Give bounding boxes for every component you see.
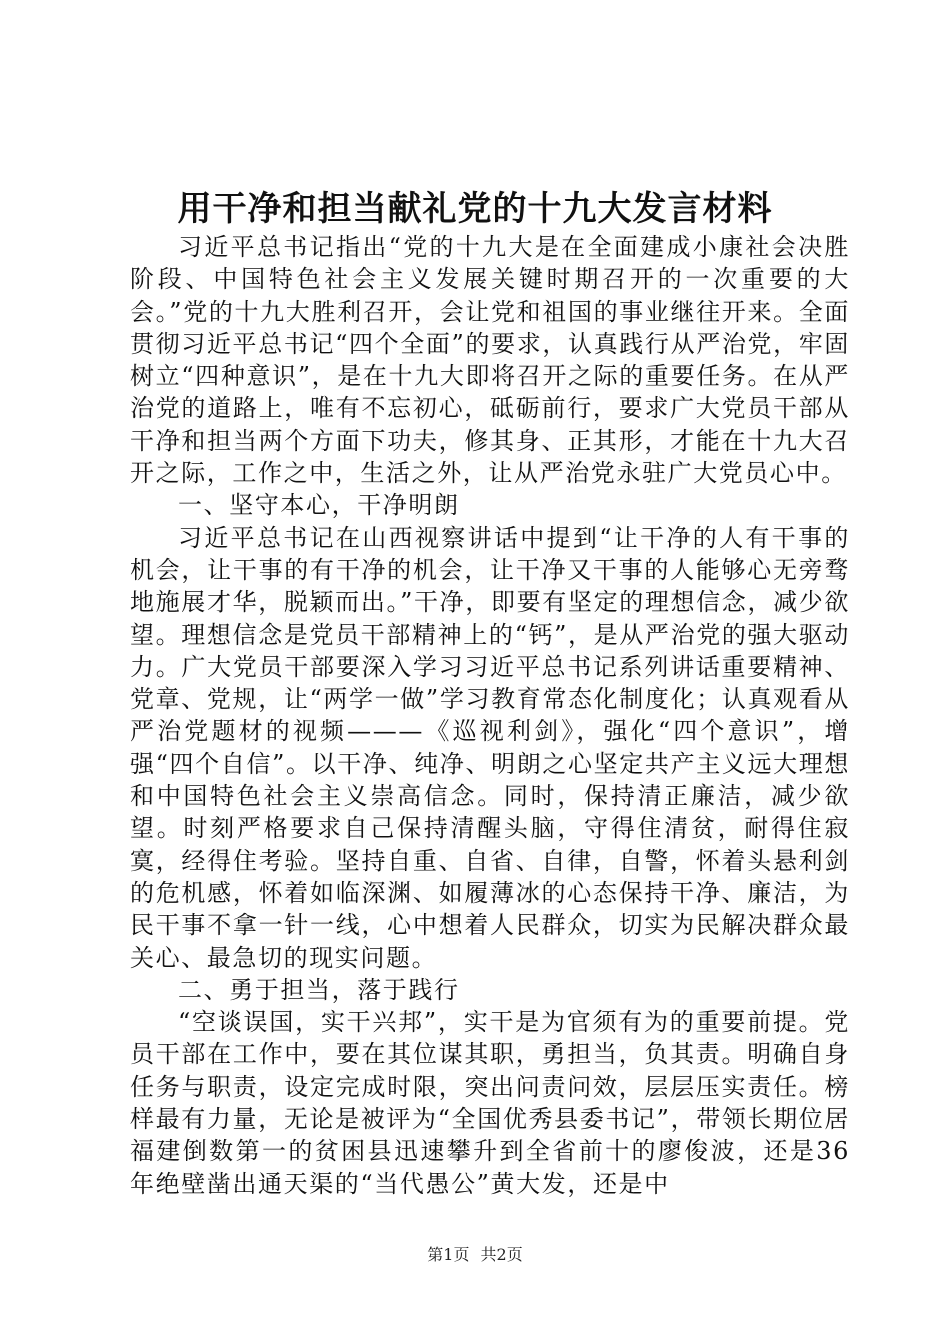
section-heading-1: 一、坚守本心，干净明朗 <box>178 491 460 520</box>
paragraph-section-2: “空谈误国，实干兴邦”，实干是为官须有为的重要前提。党员干部在工作中，要在其位谋其职，勇担当，负其责。明确自身任务与职责，设定完成时限，突出问责问效，层层压实责任。榜样最有力量，无论是被评为“全国优秀县委书记”，带领长期位居福建倒数第一的贫困县迅速攀升到全省前十的廖俊波，还是36年绝壁凿出通天渠的“当代愚公”黄大发，还是中 <box>130 1008 850 1198</box>
section-heading-2: 二、勇于担当，落于践行 <box>178 975 460 1004</box>
page-footer <box>0 1244 950 1266</box>
page-number: 第1页 <box>427 1245 470 1264</box>
document-title: 用干净和担当献礼党的十九大发言材料 <box>177 189 773 229</box>
page-total: 共2页 <box>480 1245 523 1264</box>
document-body <box>130 231 850 1200</box>
paragraph-intro: 习近平总书记指出“党的十九大是在全面建成小康社会决胜阶段、中国特色社会主义发展关键时期召开的一次重要的大会。”党的十九大胜利召开，会让党和祖国的事业继往开来。全面贯彻习近平总书记“四个全面”的要求，认真践行从严治党，牢固树立“四种意识”，是在十九大即将召开之际的重要任务。在从严治党的道路上，唯有不忘初心，砥砺前行，要求广大党员干部从干净和担当两个方面下功夫，修其身、正其形，才能在十九大召开之际，工作之中，生活之外，让从严治党永驻广大党员心中。 <box>130 233 850 488</box>
paragraph-section-1: 习近平总书记在山西视察讲话中提到“让干净的人有干事的机会，让干事的有干净的机会，让干净又干事的人能够心无旁骛地施展才华，脱颖而出。”干净，即要有坚定的理想信念，减少欲望。理想信念是党员干部精神上的“钙”，是从严治党的强大驱动力。广大党员干部要深入学习习近平总书记系列讲话重要精神、党章、党规，让“两学一做”学习教育常态化制度化；认真观看从严治党题材的视频———《巡视利剑》，强化“四个意识”，增强“四个自信”。以干净、纯净、明朗之心坚定共产主义远大理想和中国特色社会主义崇高信念。同时，保持清正廉洁，减少欲望。时刻严格要求自己保持清醒头脑，守得住清贫，耐得住寂寞，经得住考验。坚持自重、自省、自律，自警，怀着头悬利剑的危机感，怀着如临深渊、如履薄冰的心态保持干净、廉洁，为民干事不拿一针一线，心中想着人民群众，切实为民解决群众最关心、最急切的现实问题。 <box>130 523 850 972</box>
